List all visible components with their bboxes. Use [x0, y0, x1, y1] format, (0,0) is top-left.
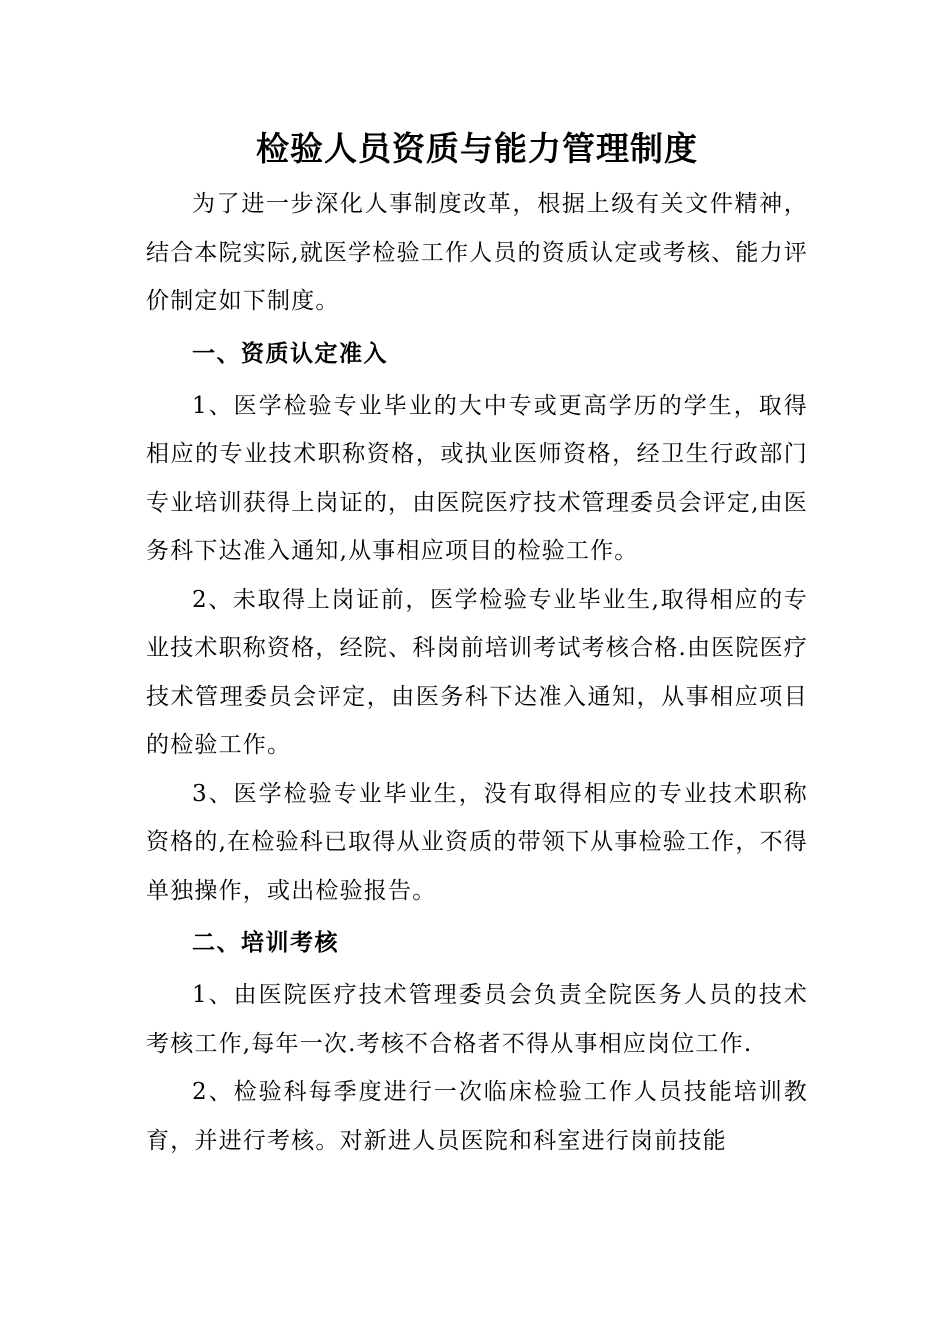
intro-paragraph: 为了进一步深化人事制度改革，根据上级有关文件精神，结合本院实际,就医学检验工作人员的资质认定或考核、能力评价制定如下制度。 — [146, 191, 808, 314]
section-training — [146, 917, 808, 1165]
section-item: 3、医学检验专业毕业生，没有取得相应的专业技术职称资格的,在检验科已取得从业资质的带领下从事检验工作，不得单独操作，或出检验报告。 — [146, 780, 808, 904]
section-heading: 二、培训考核 — [192, 929, 339, 956]
section-qualification — [146, 328, 808, 916]
section-item: 2、检验科每季度进行一次临床检验工作人员技能培训教育，并进行考核。对新进人员医院和科室进行岗前技能 — [146, 1079, 808, 1154]
document-page — [146, 124, 808, 1165]
document-title: 检验人员资质与能力管理制度 — [256, 129, 698, 168]
section-heading: 一、资质认定准入 — [192, 339, 388, 367]
section-item: 2、未取得上岗证前，医学检验专业毕业生,取得相应的专业技术职称资格，经院、科岗前培训考试考核合格.由医院医疗技术管理委员会评定，由医务科下达准入通知，从事相应项目的检验工作。 — [146, 586, 808, 758]
section-item: 1、医学检验专业毕业的大中专或更高学历的学生，取得相应的专业技术职称资格，或执业医师资格，经卫生行政部门专业培训获得上岗证的，由医院医疗技术管理委员会评定,由医务科下达准入通知,从事相应项目的检验工作。 — [146, 392, 808, 564]
section-item: 1、由医院医疗技术管理委员会负责全院医务人员的技术考核工作,每年一次.考核不合格者不得从事相应岗位工作. — [146, 982, 808, 1057]
